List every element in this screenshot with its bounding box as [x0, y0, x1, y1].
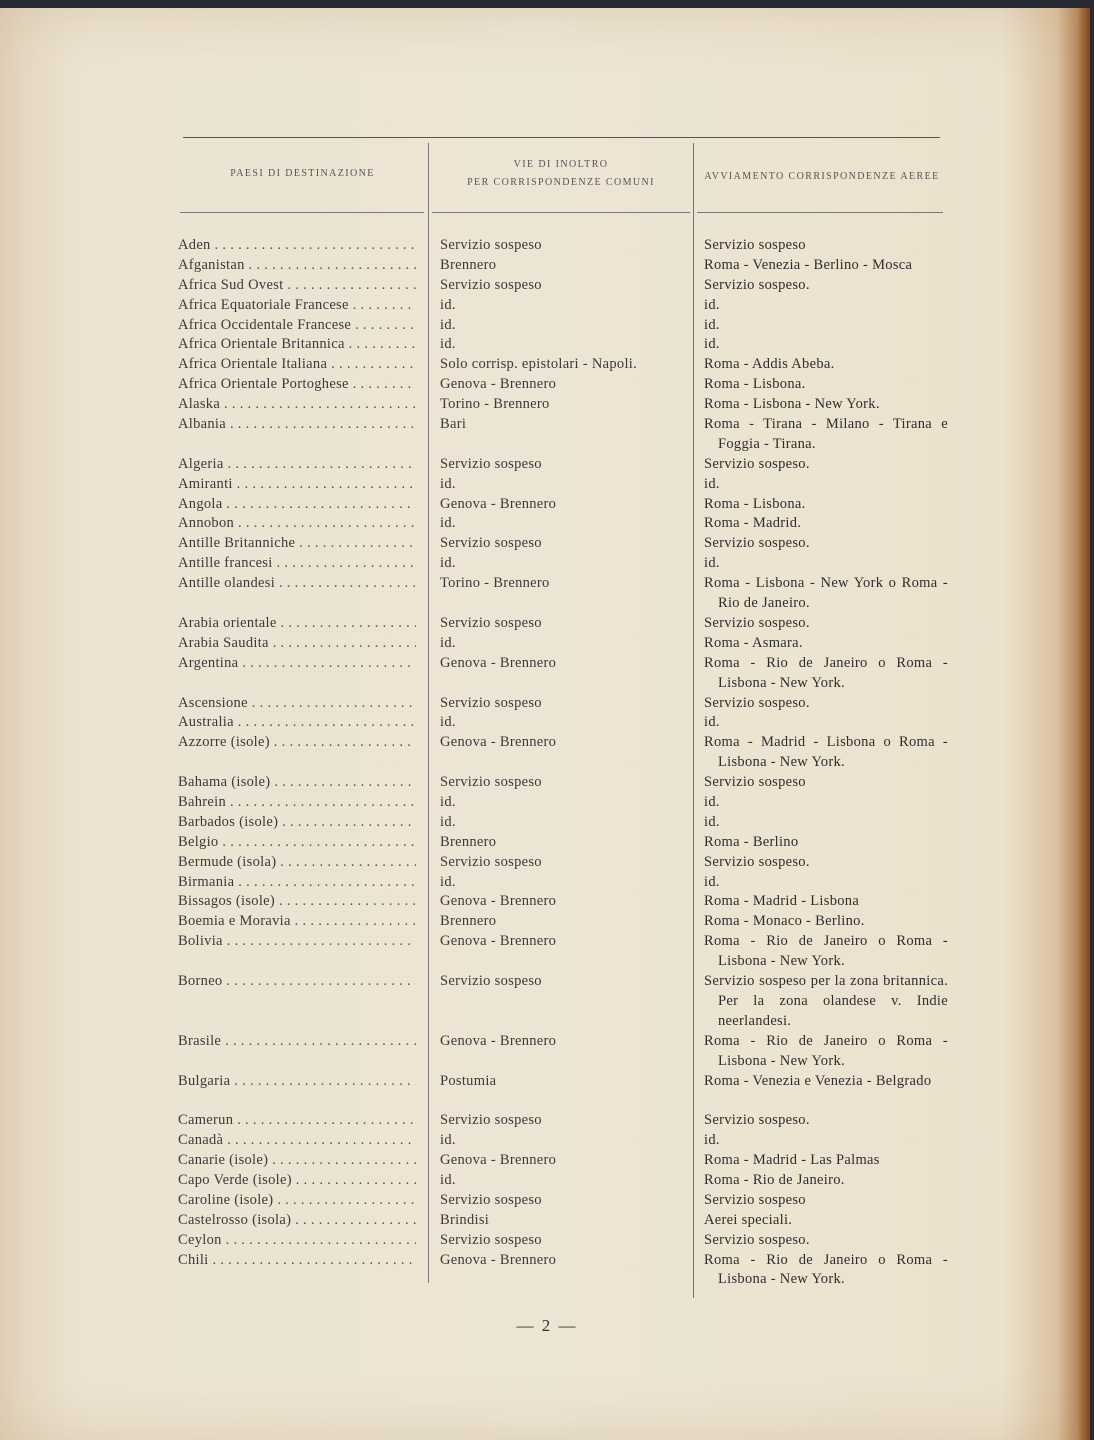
- table-row: [0, 713, 1094, 733]
- surface-route: Brennero: [440, 833, 497, 850]
- table-row: [0, 1032, 1094, 1072]
- surface-route: Servizio sospeso: [440, 1191, 542, 1208]
- air-route: Servizio sospeso.: [704, 694, 810, 711]
- surface-route: Servizio sospeso: [440, 973, 542, 990]
- air-route: Servizio sospeso.: [704, 614, 810, 631]
- surface-route: Postumia: [440, 1072, 497, 1089]
- destination-country: Bissagos (isole) . . .: [178, 892, 416, 912]
- column-header-destination: [180, 165, 425, 183]
- table-row: [0, 1151, 1094, 1171]
- table-row: [0, 773, 1094, 793]
- air-route: Roma - Rio de Janeiro o Roma - Lisbona - New York.: [704, 1032, 948, 1069]
- table-row: [0, 853, 1094, 873]
- table-row: [0, 335, 1094, 355]
- surface-route: Servizio sospeso: [440, 276, 542, 293]
- table-row: [0, 375, 1094, 395]
- destination-country: Canarie (isole) . . .: [178, 1151, 416, 1171]
- surface-route: Brindisi: [440, 1211, 490, 1228]
- surface-route: id.: [440, 794, 456, 810]
- table-row: [0, 634, 1094, 654]
- destination-country: Boemia e Moravia . . .: [178, 912, 416, 932]
- destination-country: Bolivia . . .: [178, 932, 416, 952]
- table-row: [0, 1131, 1094, 1151]
- table-row: [0, 654, 1094, 694]
- column-header-air: [697, 168, 947, 186]
- destination-country: Annobon . . .: [178, 514, 416, 534]
- air-route: id.: [704, 296, 720, 313]
- air-route: id.: [704, 475, 720, 492]
- table-row: [0, 932, 1094, 972]
- surface-route: id.: [440, 1132, 456, 1149]
- table-row: [0, 912, 1094, 932]
- surface-route: id.: [440, 296, 456, 313]
- destination-country: Capo Verde (isole) . . .: [178, 1171, 416, 1191]
- surface-route: Bari: [440, 416, 467, 433]
- table-row: [0, 574, 1094, 614]
- surface-route: Genova - Brennero: [440, 933, 557, 950]
- destination-country: Birmania . . .: [178, 873, 416, 893]
- table-row: [0, 276, 1094, 296]
- table-row: [0, 554, 1094, 574]
- surface-route: Servizio sospeso: [440, 694, 542, 711]
- table-row: [0, 733, 1094, 773]
- air-route: Servizio sospeso.: [704, 853, 810, 870]
- destination-country: Africa Orientale Italiana . . .: [178, 355, 416, 375]
- surface-route: id.: [440, 1171, 456, 1188]
- destination-country: Argentina . . .: [178, 654, 416, 674]
- table-row: [0, 514, 1094, 534]
- air-route: id.: [704, 794, 720, 810]
- table-row: [0, 793, 1094, 813]
- table-row: [0, 1231, 1094, 1251]
- air-route: Servizio sospeso: [704, 1191, 806, 1208]
- surface-route: id.: [440, 555, 456, 572]
- air-route: Roma - Madrid - Las Palmas: [704, 1152, 880, 1169]
- surface-route: Servizio sospeso: [440, 614, 542, 631]
- table-row: [0, 833, 1094, 853]
- table-row: [0, 873, 1094, 893]
- air-route: Servizio sospeso: [704, 237, 806, 253]
- destination-country: Albania . . .: [178, 415, 416, 435]
- destination-country: Africa Equatoriale Francese . . .: [178, 296, 416, 316]
- destination-country: Antille Britanniche . . .: [178, 534, 416, 554]
- surface-route: Brennero: [440, 913, 497, 930]
- surface-route: Genova - Brennero: [440, 654, 557, 671]
- destination-country: Caroline (isole) . . .: [178, 1191, 416, 1211]
- destination-country: Angola . . .: [178, 495, 416, 515]
- air-route: Roma - Rio de Janeiro.: [704, 1171, 845, 1188]
- table-row: [0, 495, 1094, 515]
- air-route: Servizio sospeso.: [704, 535, 810, 552]
- surface-route: Servizio sospeso: [440, 853, 542, 870]
- air-route: Roma - Lisbona.: [704, 495, 806, 512]
- air-route: Servizio sospeso.: [704, 1112, 810, 1129]
- surface-route: Genova - Brennero: [440, 376, 557, 393]
- table-row: [0, 355, 1094, 375]
- destination-country: Brasile . . .: [178, 1032, 416, 1052]
- table-row: [0, 1211, 1094, 1231]
- table-row: [0, 972, 1094, 1032]
- air-route: Servizio sospeso per la zona britannica. Per la zona olandese v. Indie neerlandesi.: [704, 973, 948, 1029]
- destination-country: Africa Sud Ovest . . .: [178, 276, 416, 296]
- surface-route: Servizio sospeso: [440, 1231, 542, 1248]
- destination-country: Belgio . . .: [178, 833, 416, 853]
- surface-route: Servizio sospeso: [440, 237, 542, 253]
- page-number: — 2 —: [516, 1316, 578, 1335]
- header-rule-1: [180, 212, 424, 213]
- destination-country: Antille olandesi . . .: [178, 574, 416, 594]
- destination-country: Australia . . .: [178, 713, 416, 733]
- air-route: Roma - Madrid - Lisbona o Roma - Lisbona - New York.: [704, 734, 948, 771]
- table-row: [0, 1251, 1094, 1291]
- surface-route: id.: [440, 515, 456, 532]
- table-row: [0, 395, 1094, 415]
- table-row: [0, 1111, 1094, 1131]
- table-row: [0, 1072, 1094, 1112]
- air-route: Roma - Monaco - Berlino.: [704, 913, 865, 930]
- destination-country: Africa Orientale Britannica . . .: [178, 335, 416, 355]
- destination-country: Amiranti . . .: [178, 475, 416, 495]
- surface-route: Solo corrisp. epistolari - Napoli.: [440, 356, 638, 373]
- surface-route: Genova - Brennero: [440, 495, 557, 512]
- destination-country: Barbados (isole) . . .: [178, 813, 416, 833]
- surface-route: Genova - Brennero: [440, 1251, 557, 1268]
- destination-country: Aden . . .: [178, 236, 416, 256]
- surface-route: id.: [440, 813, 456, 830]
- column-header-air-label: AVVIAMENTO CORRISPONDENZE AEREE: [704, 171, 940, 182]
- destination-country: Bahama (isole) . . .: [178, 773, 416, 793]
- air-route: id.: [704, 873, 720, 890]
- table-row: [0, 475, 1094, 495]
- destination-country: Bulgaria . . .: [178, 1072, 416, 1092]
- destination-country: Canadà . . .: [178, 1131, 416, 1151]
- surface-route: Brennero: [440, 256, 497, 273]
- air-route: Roma - Rio de Janeiro o Roma - Lisbona - New York.: [704, 1251, 948, 1288]
- air-route: Roma - Rio de Janeiro o Roma - Lisbona - New York.: [704, 654, 948, 691]
- header-rule-3: [697, 212, 943, 213]
- surface-route: Genova - Brennero: [440, 893, 557, 910]
- destination-country: Algeria . . .: [178, 455, 416, 475]
- air-route: Servizio sospeso.: [704, 1231, 810, 1248]
- air-route: id.: [704, 813, 720, 830]
- surface-route: Genova - Brennero: [440, 1152, 557, 1169]
- air-route: id.: [704, 336, 720, 353]
- table-row: [0, 1191, 1094, 1211]
- surface-route: id.: [440, 873, 456, 890]
- column-header-routes-line1: VIE DI INOLTRO: [513, 159, 609, 170]
- air-route: id.: [704, 714, 720, 731]
- destination-country: Chili . . .: [178, 1251, 416, 1271]
- air-route: Roma - Rio de Janeiro o Roma - Lisbona - New York.: [704, 933, 948, 970]
- destination-country: Azzorre (isole) . . .: [178, 733, 416, 753]
- table-row: [0, 892, 1094, 912]
- surface-route: id.: [440, 634, 456, 651]
- column-header-destination-label: PAESI DI DESTINAZIONE: [230, 168, 375, 179]
- table-row: [0, 534, 1094, 554]
- destination-country: Afganistan . . .: [178, 256, 416, 276]
- air-route: Roma - Tirana - Milano - Tirana e Foggia - Tirana.: [704, 416, 948, 452]
- air-route: Roma - Venezia - Berlino - Mosca: [704, 256, 913, 273]
- destination-country: Ascensione . . .: [178, 694, 416, 714]
- air-route: id.: [704, 555, 720, 572]
- air-route: Roma - Lisbona - New York o Roma - Rio de Janeiro.: [704, 575, 948, 612]
- table-row: [0, 813, 1094, 833]
- air-route: id.: [704, 1132, 720, 1149]
- air-route: Servizio sospeso: [704, 774, 806, 791]
- destination-country: Bahrein . . .: [178, 793, 416, 813]
- surface-route: Torino - Brennero: [440, 575, 550, 592]
- air-route: Roma - Lisbona.: [704, 376, 806, 393]
- table-row: [0, 256, 1094, 276]
- table-row: [0, 455, 1094, 475]
- air-route: Roma - Berlino: [704, 833, 799, 850]
- top-rule: [183, 137, 940, 138]
- surface-route: Genova - Brennero: [440, 1032, 557, 1049]
- destination-country: Arabia Saudita . . .: [178, 634, 416, 654]
- air-route: Roma - Addis Abeba.: [704, 356, 835, 373]
- destination-country: Antille francesi . . .: [178, 554, 416, 574]
- destination-country: Africa Occidentale Francese . . .: [178, 316, 416, 336]
- surface-route: Servizio sospeso: [440, 455, 542, 472]
- table-row: [0, 1171, 1094, 1191]
- surface-route: Torino - Brennero: [440, 396, 550, 413]
- destination-country: Castelrosso (isola) . . .: [178, 1211, 416, 1231]
- table-row: [0, 296, 1094, 316]
- table-row: [0, 614, 1094, 634]
- table-row: [0, 236, 1094, 256]
- column-header-routes-line2: PER CORRISPONDENZE COMUNI: [467, 177, 655, 188]
- table-row: [0, 694, 1094, 714]
- surface-route: id.: [440, 475, 456, 492]
- destination-country: Africa Orientale Portoghese . . .: [178, 375, 416, 395]
- column-header-routes: [430, 156, 692, 192]
- table-row: [0, 415, 1094, 455]
- air-route: Roma - Asmara.: [704, 634, 803, 651]
- air-route: Roma - Madrid - Lisbona: [704, 893, 860, 910]
- surface-route: Genova - Brennero: [440, 734, 557, 751]
- destination-country: Bermude (isola) . . .: [178, 853, 416, 873]
- air-route: Roma - Venezia e Venezia - Belgrado: [704, 1072, 932, 1089]
- surface-route: Servizio sospeso: [440, 1112, 542, 1129]
- destination-country: Arabia orientale . . .: [178, 614, 416, 634]
- air-route: id.: [704, 316, 720, 333]
- air-route: Roma - Madrid.: [704, 515, 802, 532]
- surface-route: Servizio sospeso: [440, 774, 542, 791]
- surface-route: id.: [440, 336, 456, 353]
- destination-country: Camerun . . .: [178, 1111, 416, 1131]
- air-route: Aerei speciali.: [704, 1211, 793, 1228]
- surface-route: id.: [440, 316, 456, 333]
- destination-table: [0, 236, 1094, 1290]
- air-route: Servizio sospeso.: [704, 455, 810, 472]
- destination-country: Borneo . . .: [178, 972, 416, 992]
- table-row: [0, 316, 1094, 336]
- air-route: Roma - Lisbona - New York.: [704, 396, 880, 413]
- destination-country: Alaska . . .: [178, 395, 416, 415]
- destination-country: Ceylon . . .: [178, 1231, 416, 1251]
- header-rule-2: [432, 212, 690, 213]
- air-route: Servizio sospeso.: [704, 276, 810, 293]
- surface-route: Servizio sospeso: [440, 535, 542, 552]
- surface-route: id.: [440, 714, 456, 731]
